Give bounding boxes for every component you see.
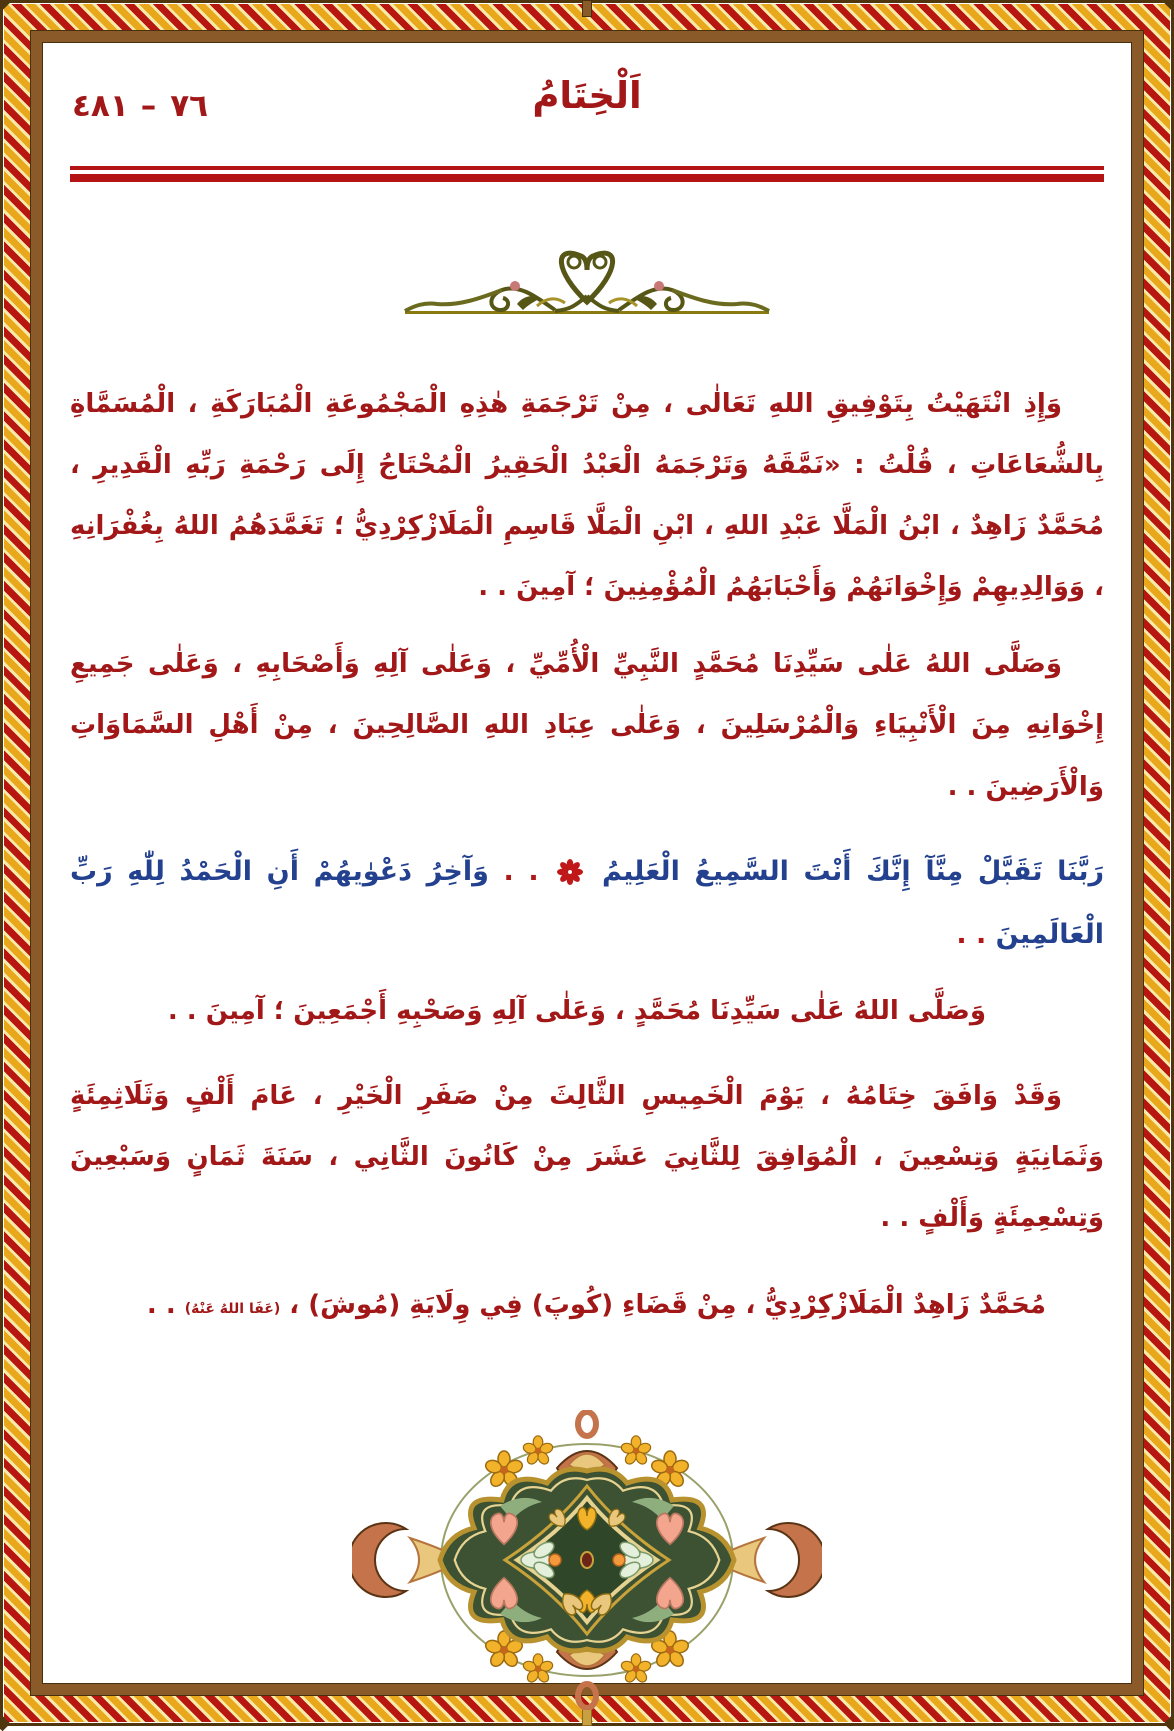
paragraph-completion-date: وَقَدْ وَافَقَ خِتَامُهُ ، يَوْمَ الْخَمِيسِ الثَّالِثَ مِنْ صَفَرِ الْخَيْرِ ، عَامَ أَلْفٍ وَثَلَاثِمِئَةٍ وَثَمَانِيَةٍ وَتِسْعِينَ ، الْمُوَافِقَ لِلثَّانِيَ عَشَرَ مِنْ كَانُونَ الثَّانِي ، سَنَةَ ثَمَانٍ وَسَبْعِينَ وَتِسْعِمِئَةٍ وَأَلْفٍ . . <box>70 1080 1104 1233</box>
pardon-emblem-text: (عَفَا اللهُ عَنْهُ) <box>184 1300 281 1317</box>
header-rule-thick <box>70 174 1104 182</box>
page-header <box>44 74 1130 150</box>
islamic-floral-medallion-icon <box>352 1410 822 1710</box>
page-number-volume: ٤٨١ <box>72 88 129 124</box>
corner-finial-icon <box>1164 1716 1174 1731</box>
paragraph-salawat-short: وَصَلَّى اللهُ عَلٰى سَيِّدِنَا مُحَمَّدٍ ، وَعَلٰى آلِهِ وَصَحْبِهِ أَجْمَعِينَ ؛ آمِينَ . . <box>167 995 986 1026</box>
paragraph-translator-signature <box>70 1275 1104 1336</box>
page-number-dash: – <box>140 88 159 124</box>
corner-finial-icon <box>0 0 10 10</box>
body-text <box>44 374 1130 1336</box>
rub-el-hizb-rosette-icon <box>553 856 587 887</box>
dua-dots-end: . . <box>956 919 996 951</box>
header-rule-thin <box>70 166 1104 170</box>
heart-scroll-divider-icon <box>397 240 777 322</box>
paragraph-dua-blue <box>70 840 1104 967</box>
corner-finial-icon <box>1164 0 1174 10</box>
corner-finial-icon <box>0 1716 10 1731</box>
top-center-tick-icon <box>582 0 592 17</box>
dua-dots-mid: . . <box>488 855 554 887</box>
dua-hamd-text: وَآخِرُ دَعْوٰيهُمْ أَنِ الْحَمْدُ لِلّٰهِ رَبِّ الْعَالَمِينَ <box>70 855 1104 951</box>
signature-name-text: مُحَمَّدٌ زَاهِدٌ الْمَلَازْكِرْدِيُّ ، مِنْ قَضَاءِ (كُوپَ) فِي وِلَايَةِ (مُوشَ) ، <box>280 1289 1046 1320</box>
end-ornament <box>44 1410 1130 1714</box>
page-content <box>44 44 1130 1682</box>
page-number-part: ٧٦ <box>170 88 209 124</box>
section-divider <box>44 240 1130 324</box>
signature-dots: . . <box>146 1289 185 1320</box>
page-title: اَلْخِتَامُ <box>532 74 642 117</box>
dua-quran-text: رَبَّنَا تَقَبَّلْ مِنَّآ إِنَّكَ أَنْتَ السَّمِيعُ الْعَلِيمُ <box>587 855 1105 887</box>
paragraph-completion-statement: وَإِذِ انْتَهَيْتُ بِتَوْفِيقِ اللهِ تَعَالٰى ، مِنْ تَرْجَمَةِ هٰذِهِ الْمَجْمُوعَةِ الْمُبَارَكَةِ ، الْمُسَمَّاةِ بِالشُّعَاعَاتِ ، قُلْتُ : «نَمَّقَهُ وَتَرْجَمَهُ الْعَبْدُ الْحَقِيرُ الْمُحْتَاجُ إِلَى رَحْمَةِ رَبِّهِ الْقَدِيرِ ، مُحَمَّدٌ زَاهِدٌ ، ابْنُ الْمَلَّا عَبْدِ اللهِ ، ابْنِ الْمَلَّا قَاسِمِ الْمَلَازْكِرْدِيُّ ؛ تَغَمَّدَهُمُ اللهُ بِغُفْرَانِهِ ، وَوَالِدِيهِمْ وَإِخْوَانَهُمْ وَأَحْبَابَهُمُ الْمُؤْمِنِينَ ؛ آمِينَ . . <box>70 389 1104 603</box>
paragraph-salawat-full: وَصَلَّى اللهُ عَلٰى سَيِّدِنَا مُحَمَّدٍ النَّبِيِّ الْأُمِّيِّ ، وَعَلٰى آلِهِ وَأَصْحَابِهِ ، وَعَلٰى جَمِيعِ إِخْوَانِهِ مِنَ الْأَنْبِيَاءِ وَالْمُرْسَلِينَ ، وَعَلٰى عِبَادِ اللهِ الصَّالِحِينَ ، مِنْ أَهْلِ السَّمَاوَاتِ وَالْأَرَضِينَ . . <box>70 649 1104 802</box>
